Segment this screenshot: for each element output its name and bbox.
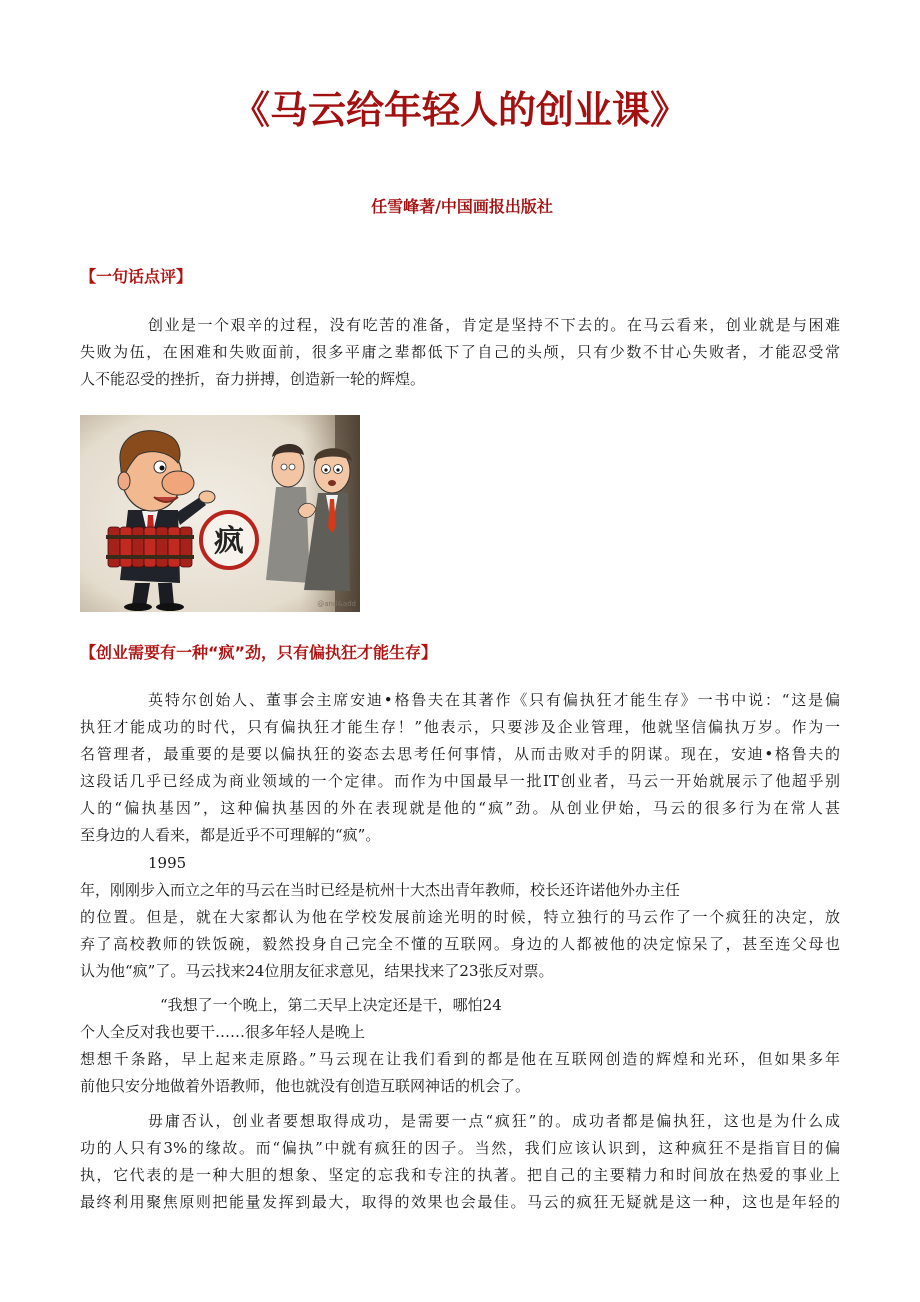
text-line: “我想了一个晚上，第二天早上决定还是干，哪怕24 <box>160 996 502 1014</box>
text-line: 弃了高校教师的铁饭碗，毅然投身自己完全不懂的互联网。身边的人都被他的决定惊呆了，甚至连父母也 <box>80 935 840 953</box>
text-line: 执狂才能成功的时代，只有偏执狂才能生存！”他表示，只要涉及企业管理，他就坚信偏执万岁。作为一 <box>80 718 840 736</box>
text-line: 认为他“疯”了。马云找来24位朋友征求意见，结果找来了23张反对票。 <box>80 962 554 980</box>
text-line: 最终利用聚焦原则把能量发挥到最大，取得的效果也会最佳。马云的疯狂无疑就是这一种，这也是年轻的 <box>80 1193 840 1211</box>
text-line: 想想千条路，早上起来走原路。”马云现在让我们看到的都是他在互联网创造的辉煌和光环，但如果多年 <box>80 1050 840 1068</box>
text-line: 人的“偏执基因”，这种偏执基因的外在表现就是他的“疯”劲。从创业伊始，马云的很多行为在常人甚 <box>80 799 840 817</box>
text-line: 的位置。但是，就在大家都认为他在学校发展前途光明的时候，特立独行的马云作了一个疯狂的决定，放 <box>80 908 840 926</box>
text-line: 毋庸否认，创业者要想取得成功，是需要一点“疯狂”的。成功者都是偏执狂，这也是为什么成 <box>148 1112 840 1130</box>
body-paragraph-2 <box>80 850 840 985</box>
section-heading-crazy-drive: 【创业需要有一种“疯”劲，只有偏执狂才能生存】 <box>80 643 438 662</box>
text-line: 失败为伍，在困难和失败面前，很多平庸之辈都低下了自己的头颅，只有少数不甘心失败者，才能忍受常 <box>80 343 840 361</box>
text-line: 1995 <box>148 854 187 872</box>
text-line: 至身边的人看来，都是近乎不可理解的“疯”。 <box>80 826 381 844</box>
text-line: 英特尔创始人、董事会主席安迪•格鲁夫在其著作《只有偏执狂才能生存》一书中说：“这是偏 <box>148 691 840 709</box>
section-heading-summary: 【一句话点评】 <box>80 267 193 286</box>
text-line: 个人全反对我也要干……很多年轻人是晚上 <box>80 1023 366 1041</box>
crazy-character-badge-icon <box>201 512 257 568</box>
text-line: 人不能忍受的挫折，奋力拼搏，创造新一轮的辉煌。 <box>80 370 426 388</box>
document-title: 《马云给年轻人的创业课》 <box>231 88 688 132</box>
body-paragraph-4 <box>80 1108 840 1216</box>
body-paragraph-1 <box>80 687 840 849</box>
text-line: 执，它代表的是一种大胆的想象、坚定的忘我和专注的执著。把自己的主要精力和时间放在热爱的事业上 <box>80 1166 840 1184</box>
author-publisher-line: 任雪峰著/中国画报出版社 <box>371 197 553 216</box>
text-line: 创业是一个艰辛的过程，没有吃苦的准备，肯定是坚持不下去的。在马云看来，创业就是与困难 <box>148 316 840 334</box>
body-paragraph-3 <box>80 992 840 1100</box>
text-line: 功的人只有3%的缘故。而“偏执”中就有疯狂的因子。当然，我们应该认识到，这种疯狂不是指盲目的偏 <box>80 1139 840 1157</box>
cartoon-illustration <box>80 415 360 612</box>
text-line: 年，刚刚步入而立之年的马云在当时已经是杭州十大杰出青年教师，校长还许诺他外办主任 <box>80 881 681 899</box>
text-line: 这段话几乎已经成为商业领域的一个定律。而作为中国最早一批IT创业者，马云一开始就展示了他超乎别 <box>80 772 840 790</box>
text-line: 名管理者，最重要的是要以偏执狂的姿态去思考任何事情，从而击败对手的阴谋。现在，安迪•格鲁夫的 <box>80 745 840 763</box>
summary-paragraph <box>80 312 840 393</box>
illustration-watermark: @and&add <box>317 600 356 608</box>
text-line: 前他只安分地做着外语教师，他也就没有创造互联网神话的机会了。 <box>80 1077 531 1095</box>
svg-text:疯: 疯 <box>214 524 244 559</box>
